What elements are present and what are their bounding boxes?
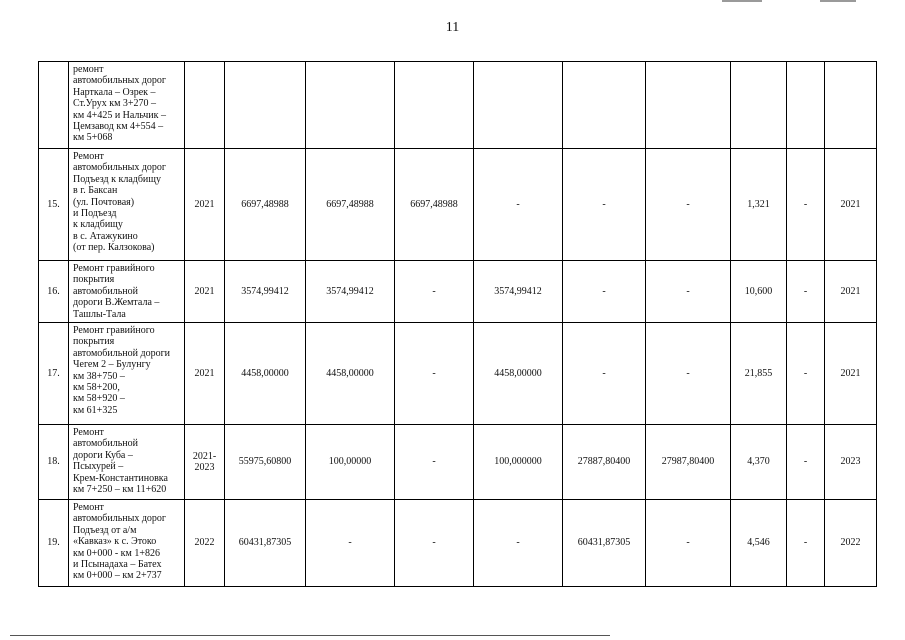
year-cell: 2022: [185, 500, 225, 587]
reserve-cell: -: [787, 500, 825, 587]
reserve-cell: -: [787, 261, 825, 323]
length-km-cell: 10,600: [731, 261, 787, 323]
cost-2021-cell: 100,00000: [306, 425, 395, 500]
table-row: [39, 149, 877, 261]
federal-funds-cell: -: [395, 500, 474, 587]
federal-funds-cell: -: [395, 261, 474, 323]
year-cell: 2021: [185, 323, 225, 425]
republic-funds-2021-cell: 100,000000: [474, 425, 563, 500]
row-number-cell: 17.: [39, 323, 69, 425]
project-name-cell: ремонт автомобильных дорог Нарткала – Озрек – Ст.Урух км 3+270 – км 4+425 и Нальчик – Цемзавод км 4+554 – км 5+068: [69, 62, 185, 149]
total-cost-cell: 6697,48988: [225, 149, 306, 261]
row-number-cell: 15.: [39, 149, 69, 261]
total-cost-cell: [225, 62, 306, 149]
completion-year-cell: 2021: [825, 261, 877, 323]
completion-year-cell: 2023: [825, 425, 877, 500]
length-km-cell: 21,855: [731, 323, 787, 425]
reserve-cell: -: [787, 323, 825, 425]
cost-2022-cell: -: [563, 323, 646, 425]
republic-funds-2021-cell: -: [474, 500, 563, 587]
cost-2023-cell: 27987,80400: [646, 425, 731, 500]
reserve-cell: -: [787, 149, 825, 261]
total-cost-cell: 60431,87305: [225, 500, 306, 587]
republic-funds-2021-cell: 3574,99412: [474, 261, 563, 323]
project-name-cell: Ремонт автомобильных дорог Подъезд от а/м «Кавказ» к с. Этоко км 0+000 - км 1+826 и Псынадаха – Батех км 0+000 – км 2+737: [69, 500, 185, 587]
cost-2022-cell: -: [563, 149, 646, 261]
page-number: 11: [445, 20, 460, 35]
table-row: [39, 500, 877, 587]
project-name-cell: Ремонт автомобильной дороги Куба – Псыхурей – Крем-Константиновка км 7+250 – км 11+620: [69, 425, 185, 500]
row-number-cell: 16.: [39, 261, 69, 323]
table-row: [39, 425, 877, 500]
republic-funds-2021-cell: [474, 62, 563, 149]
table-row: [39, 323, 877, 425]
federal-funds-cell: [395, 62, 474, 149]
length-km-cell: 1,321: [731, 149, 787, 261]
project-name-cell: Ремонт гравийного покрытия автомобильной дороги Чегем 2 – Булунгу км 38+750 – км 58+200, км 58+920 – км 61+325: [69, 323, 185, 425]
year-cell: 2021- 2023: [185, 425, 225, 500]
cost-2021-cell: 6697,48988: [306, 149, 395, 261]
table-row: [39, 261, 877, 323]
cost-2022-cell: 60431,87305: [563, 500, 646, 587]
cost-2023-cell: [646, 62, 731, 149]
cost-2023-cell: -: [646, 500, 731, 587]
length-km-cell: 4,370: [731, 425, 787, 500]
cost-2021-cell: 3574,99412: [306, 261, 395, 323]
total-cost-cell: 55975,60800: [225, 425, 306, 500]
completion-year-cell: 2022: [825, 500, 877, 587]
federal-funds-cell: 6697,48988: [395, 149, 474, 261]
cost-2022-cell: -: [563, 261, 646, 323]
length-km-cell: [731, 62, 787, 149]
table-row: [39, 62, 877, 149]
completion-year-cell: 2021: [825, 149, 877, 261]
cost-2022-cell: 27887,80400: [563, 425, 646, 500]
project-name-cell: Ремонт автомобильных дорог Подъезд к кладбищу в г. Баксан (ул. Почтовая) и Подъезд к кладбищу в с. Атажукино (от пер. Калзокова): [69, 149, 185, 261]
reserve-cell: -: [787, 425, 825, 500]
row-number-cell: 18.: [39, 425, 69, 500]
scan-mark-top-right: [722, 0, 762, 2]
cost-2022-cell: [563, 62, 646, 149]
republic-funds-2021-cell: -: [474, 149, 563, 261]
cost-2023-cell: -: [646, 261, 731, 323]
road-repair-table: [38, 61, 877, 587]
bottom-rule: [10, 635, 610, 636]
cost-2023-cell: -: [646, 323, 731, 425]
row-number-cell: [39, 62, 69, 149]
completion-year-cell: [825, 62, 877, 149]
cost-2023-cell: -: [646, 149, 731, 261]
cost-2021-cell: [306, 62, 395, 149]
reserve-cell: [787, 62, 825, 149]
cost-2021-cell: -: [306, 500, 395, 587]
completion-year-cell: 2021: [825, 323, 877, 425]
total-cost-cell: 4458,00000: [225, 323, 306, 425]
year-cell: 2021: [185, 149, 225, 261]
republic-funds-2021-cell: 4458,00000: [474, 323, 563, 425]
row-number-cell: 19.: [39, 500, 69, 587]
federal-funds-cell: -: [395, 323, 474, 425]
cost-2021-cell: 4458,00000: [306, 323, 395, 425]
total-cost-cell: 3574,99412: [225, 261, 306, 323]
year-cell: [185, 62, 225, 149]
length-km-cell: 4,546: [731, 500, 787, 587]
project-name-cell: Ремонт гравийного покрытия автомобильной дороги В.Жемтала – Ташлы-Тала: [69, 261, 185, 323]
scan-mark-top-right-2: [820, 0, 856, 2]
federal-funds-cell: -: [395, 425, 474, 500]
year-cell: 2021: [185, 261, 225, 323]
